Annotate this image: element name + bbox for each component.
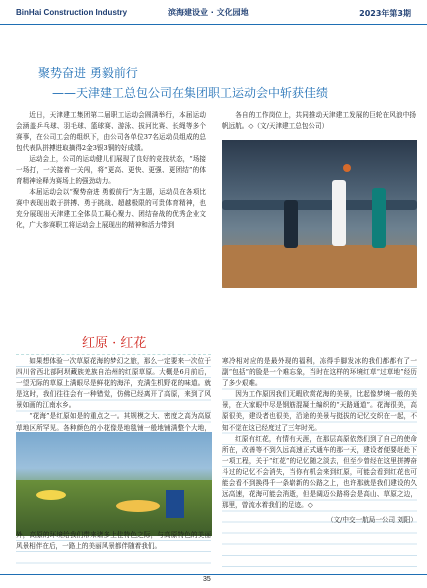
article2-body-left <box>16 356 211 430</box>
header-publication-en: BinHai Construction Industry <box>16 8 128 17</box>
article1-paragraph: 运动会上，公司的运动健儿们展现了良好的竞技状态，“场接一场打，一关接着一关闯，将“更高、更快、更强、更团结”的体育精神诠释为赛场上的强劲动力。 <box>16 155 206 185</box>
article2-paragraph: “花海”是红原如是的重点之一。其规模之大、密度之高为高原草地区所罕见。各种颜色的小花像是地毯铺一般地铺满整个大地， <box>16 412 211 432</box>
header-publication-cn: 滨海建设业 · 文化园地 <box>168 8 249 17</box>
article1-body-left <box>16 110 206 326</box>
article2-paragraph: 因为工作原因我们无暇欣赏花海的美景，比起像梦境一般的美景，在大家眼中尽是钢筋混凝土编织的“天路通道”。花海很美，高原很美，建设者也很美，沿途的美景与挺拔的记忆交织在一起，不知不觉在这已经度过了三年时光。 <box>222 390 417 432</box>
article2-body-right <box>222 356 417 568</box>
article1-title-main: 聚势奋进 勇毅前行 <box>38 66 138 80</box>
article1-paragraph: 近日，天津建工集团第二届职工运动会圆满举行，本届运动会涵盖乒乓球、羽毛球、篮球赛、游泳、拔河比赛、长绳等多个赛事，在公司工会的组织下，由公司各单位37名运动员组成的总包代表队拼搏进取摘得2金3银3铜的好成绩。 <box>16 111 206 152</box>
article2-credit: （文/中交一航局一公司 刘阳） <box>326 516 417 525</box>
article2-paragraph: 外，高原的环境给我们带来诸多上佳特色之际，与高原特色的美丽风景相伴在后，一路上的美丽风景都伴随着我们。 <box>16 531 211 551</box>
article2-body-left-bottom <box>16 530 211 566</box>
article2-paragraph: 寒冷相对应的是最外现的福利，冻得手脚发冰的我们都都有了一副“包括”的脸是一个难忘象，当时在这样的环境红草“过草地”经历了多少艰难。 <box>222 357 417 388</box>
page-header <box>0 0 427 25</box>
article1-title-sub: ——天津建工总包公司在集团职工运动会中斩获佳绩 <box>52 86 329 100</box>
basketball-photo <box>222 140 417 288</box>
article1-body-right <box>222 110 416 138</box>
article2-title: 红原 · 红花 <box>82 336 147 351</box>
page-number: 35 <box>203 576 211 583</box>
article2-paragraph: 如果想体验一次草原花海的梦幻之旅，那么一定要来一次位于四川省西北部阿坝藏族羌族自治州的红原草原。大概是6月前后，一望无际的草原上满眼尽是鲜花的海洋，充满生机野花的味道。就是这时，我们往往会有一种错觉，仿佛已经离开了高原，来到了风景如画的江南水乡。 <box>16 357 211 410</box>
article2-paragraph: 红原有红花，有情有天涯，在那层高原依然们到了自己的使命所在，改善等不到久远高速正式通车的那一天，建设者便要赶赴下一项工程，关于“红花”的记忆随之淡去，但至少曾经在这里拼搏奋斗过的记忆不会消失，当你有机会来到红原，可能会看到红花也可能会看不到换得千一条崭新的公路之上，也许那就是我们建设的久远高速，花海可能会消逝，但是阔迈公路将会是高山、草原之边，那里，曾流水着我们的足迹。◇ <box>222 434 417 510</box>
article1-paragraph: 本届运动会以“聚势奋进 勇毅前行”为主题，运动员在各项比赛中表现出敢于拼搏、勇于挑战、超越极限的可贵体育精神，也充分展现出天津建工全体员工凝心聚力、团结奋战的优秀企业文化，广大参赛职工将运动会上展现出的精神和活力带到 <box>16 188 206 229</box>
grassland-flowers-photo <box>16 432 212 536</box>
page-footer <box>0 574 427 587</box>
article1-paragraph-end: 各自的工作岗位上，共同推动天津建工发展的巨轮在风浪中扬帆远航。◇（文/天津建工总包公司） <box>222 111 416 130</box>
header-issue: 2023年第3期 <box>359 9 411 18</box>
